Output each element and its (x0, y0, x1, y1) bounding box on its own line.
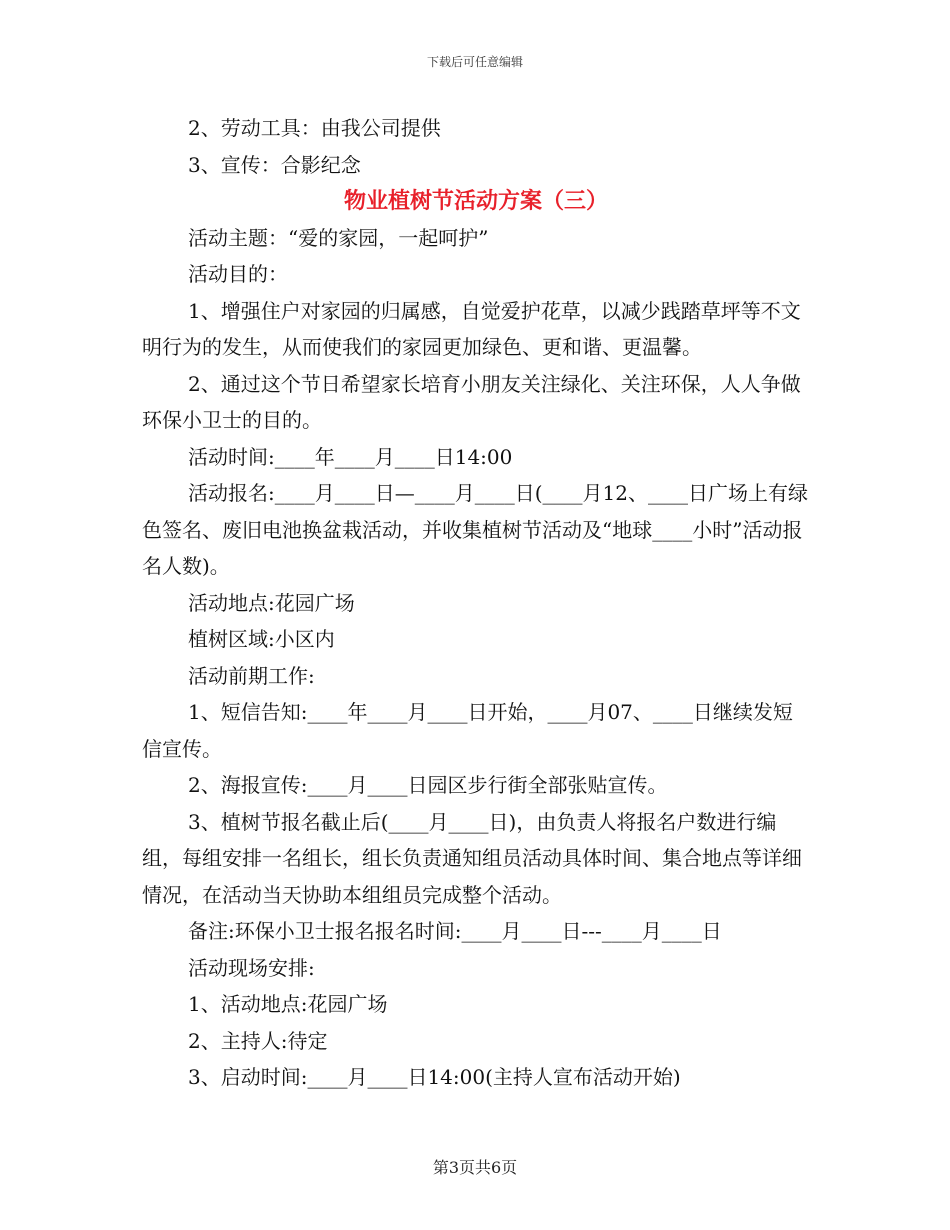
paragraph-registration: 活动报名:____月____日—____月____日(____月12、____日广场上有绿色签名、废旧电池换盆栽活动，并收集植树节活动及“地球____小时”活动报名人数)。 (142, 481, 808, 578)
paragraph-onsite-3: 3、启动时间:____月____日14:00(主持人宣布活动开始) (188, 1065, 681, 1089)
paragraph-location: 活动地点:花园广场 (188, 590, 355, 615)
document-body (142, 110, 810, 1096)
paragraph-publicity: 3、宣传：合影纪念 (188, 152, 361, 177)
paragraph-time: 活动时间:____年____月____日14:00 (188, 444, 513, 469)
paragraph-purpose-1: 1、增强住户对家园的归属感，自觉爱护花草，以减少践踏草坪等不文明行为的发生，从而使我们的家园更加绿色、更和谐、更温馨。 (142, 298, 801, 359)
paragraph-prep-1: 1、短信告知:____年____月____日开始，____月07、____日继续发短信宣传。 (142, 700, 793, 761)
page-header: 下载后可任意编辑 (426, 55, 523, 69)
paragraph-onsite-1: 1、活动地点:花园广场 (188, 992, 388, 1016)
paragraph-prep-3: 3、植树节报名截止后(____月____日)，由负责人将报名户数进行编组，每组安排一名组长，组长负责通知组员活动具体时间、集合地点等详细情况，在活动当天协助本组组员完成整个活动。 (142, 809, 802, 907)
paragraph-prep-2: 2、海报宣传:____月____日园区步行街全部张贴宣传。 (188, 773, 668, 797)
paragraph-note: 备注:环保小卫士报名报名时间:____月____日---____月____日 (188, 919, 722, 943)
paragraph-onsite-2: 2、主持人:待定 (188, 1028, 328, 1053)
paragraph-theme: 活动主题：“爱的家园，一起呵护” (188, 225, 489, 250)
paragraph-purpose-heading: 活动目的： (188, 262, 288, 286)
paragraph-purpose-2: 2、通过这个节日希望家长培育小朋友关注绿化、关注环保，人人争做环保小卫士的目的。 (142, 371, 801, 432)
document-title: 物业植树节活动方案（三） (343, 188, 608, 214)
paragraph-area: 植树区域:小区内 (188, 627, 335, 651)
paragraph-onsite-heading: 活动现场安排: (188, 955, 315, 980)
page-footer: 第3页共6页 (432, 1158, 518, 1177)
paragraph-prep-heading: 活动前期工作: (188, 663, 315, 688)
paragraph-tools: 2、劳动工具：由我公司提供 (188, 116, 441, 140)
